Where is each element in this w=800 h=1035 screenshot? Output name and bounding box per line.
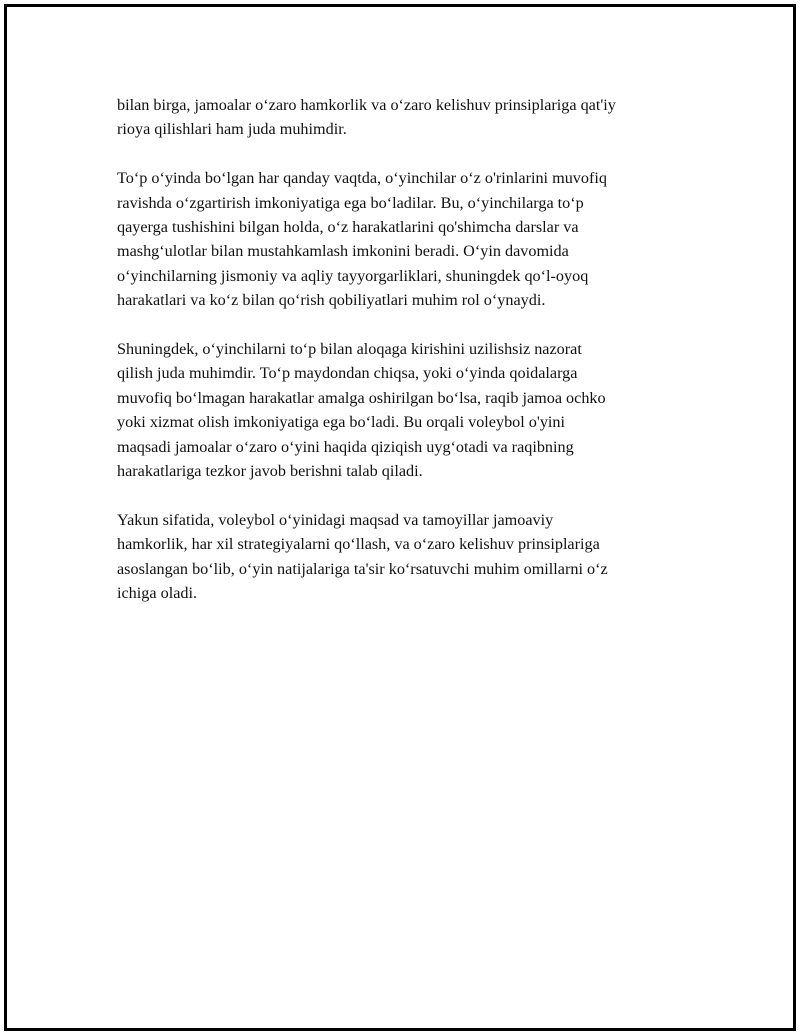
paragraph-1: bilan birga, jamoalar o‘zaro hamkorlik va o‘zaro kelishuv prinsiplariga qat'iy rioya qilishlari ham juda muhimdir.: [117, 96, 616, 139]
document-body: [117, 93, 687, 630]
paragraph-2: To‘p o‘yinda bo‘lgan har qanday vaqtda, o‘yinchilar o‘z o'rinlarini muvofiq ravishda o‘zgartirish imkoniyatiga ega bo‘ladilar. Bu, o‘yinchilarga to‘p qayerga tushishini bilgan holda, o‘z harakatlarini qo'shimcha darslar va mashg‘ulotlar bilan mustahkamlash imkonini beradi. O‘yin davomida o‘yinchilarning jismoniy va aqliy tayyorgarliklari, shuningdek qo‘l-oyoq harakatlari va ko‘z bilan qo‘rish qobiliyatlari muhim rol o‘ynaydi.: [117, 169, 607, 310]
paragraph-3: Shuningdek, o‘yinchilarni to‘p bilan aloqaga kirishini uzilishsiz nazorat qilish juda muhimdir. To‘p maydondan chiqsa, yoki o‘yinda qoidalarga muvofiq bo‘lmagan harakatlar amalga oshirilgan bo‘lsa, raqib jamoa ochko yoki xizmat olish imkoniyatiga ega bo‘ladi. Bu orqali voleybol o'yini maqsadi jamoalar o‘zaro o‘yini haqida qiziqish uyg‘otadi va raqibning harakatlariga tezkor javob berishni talab qiladi.: [117, 340, 606, 481]
paragraph-4: Yakun sifatida, voleybol o‘yinidagi maqsad va tamoyillar jamoaviy hamkorlik, har xil strategiyalarni qo‘llash, va o‘zaro kelishuv prinsiplariga asoslangan bo‘lib, o‘yin natijalariga ta'sir ko‘rsatuvchi muhim omillarni o‘z ichiga oladi.: [117, 510, 608, 603]
